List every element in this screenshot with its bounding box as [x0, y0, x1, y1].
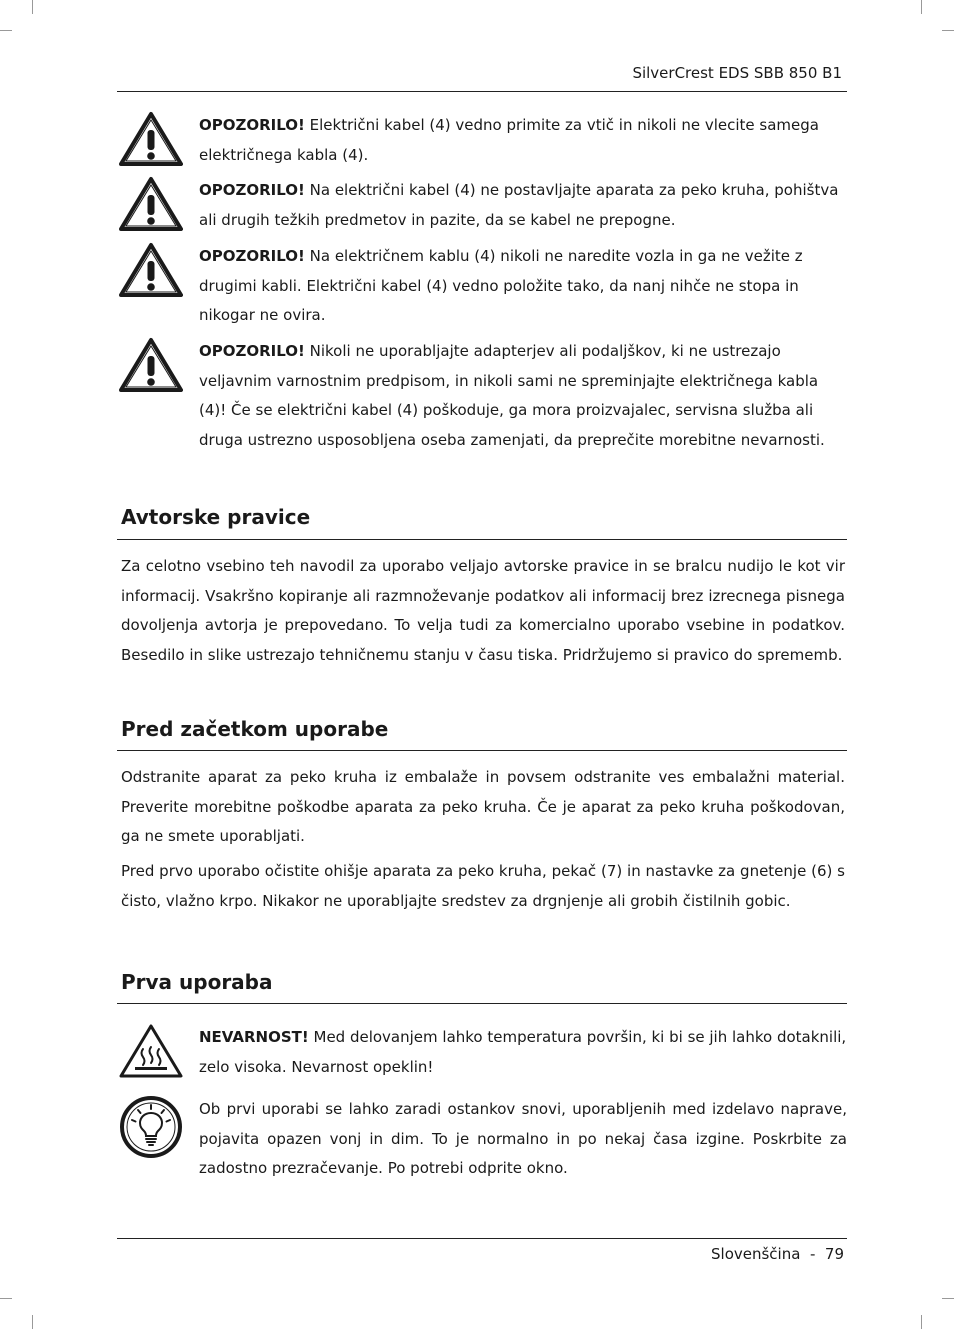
warning-text: [199, 176, 847, 235]
crop-mark: [0, 1298, 12, 1299]
crop-mark: [942, 1298, 954, 1299]
warning-text: [199, 337, 847, 455]
crop-mark: [942, 30, 954, 31]
danger-body: Med delovanjem lahko temperatura površin, ki bi se jih lahko dotaknili, zelo visoka. Nevarnost opeklin!: [199, 1028, 847, 1076]
danger-text: [199, 1023, 847, 1082]
header-rule: [117, 91, 847, 92]
warning-text: [199, 111, 847, 170]
section-title: Pred začetkom uporabe: [121, 717, 389, 741]
crop-mark: [921, 1315, 922, 1329]
crop-mark: [921, 0, 922, 14]
tip-text: Ob prvi uporabi se lahko zaradi ostankov snovi, uporabljenih med izdelavo naprave, pojavita opazen vonj in dim. To je normalno in po nekaj časa izgine. Poskrbite za zadostno prezračevanje. Po potrebi odprite okno.: [199, 1100, 847, 1177]
warning-triangle-icon: [119, 337, 183, 393]
warning-label: OPOZORILO!: [199, 247, 305, 265]
crop-mark: [0, 30, 12, 31]
warning-body: Nikoli ne uporabljajte adapterjev ali podaljškov, ki ne ustrezajo veljavnim varnostnim predpisom, in nikoli sami ne spreminjajte električnega kabla (4)! Če se električni kabel (4) poškoduje, ga mora proizvajalec, servisna služba ali druga ustrezno usposobljena oseba zamenjati, da preprečite morebitne nevarnosti.: [199, 342, 825, 449]
paragraph: Odstranite aparat za peko kruha iz embalaže in povsem odstranite ves embalažni material. Preverite morebitne poškodbe aparata za peko kruha. Če je aparat za peko kruha poškodovan, ga ne smete uporabljati.: [121, 768, 845, 845]
section-rule: [117, 750, 847, 751]
warning-body: Na električni kabel (4) ne postavljajte aparata za peko kruha, pohištva ali drugih težkih predmetov in pazite, da se kabel ne prepogne.: [199, 181, 839, 229]
hot-surface-warning-icon: [119, 1023, 183, 1079]
section-title: Prva uporaba: [121, 970, 273, 994]
warning-body: Električni kabel (4) vedno primite za vtič in nikoli ne vlecite samega električnega kabla (4).: [199, 116, 819, 164]
warning-text: [199, 242, 847, 331]
crop-mark: [32, 1315, 33, 1329]
section-title: Avtorske pravice: [121, 505, 311, 529]
paragraph: Pred prvo uporabo očistite ohišje aparata za peko kruha, pekač (7) in nastavke za gnetenje (6) s čisto, vlažno krpo. Nikakor ne uporabljajte sredstev za drgnjenje ali grobih čistilnih gobic.: [121, 862, 845, 910]
crop-mark: [32, 0, 33, 14]
warning-triangle-icon: [119, 176, 183, 232]
warning-label: OPOZORILO!: [199, 181, 305, 199]
footer-page-label: Slovenščina - 79: [711, 1245, 844, 1263]
warning-label: OPOZORILO!: [199, 342, 305, 360]
danger-label: NEVARNOST!: [199, 1028, 309, 1046]
warning-body: Na električnem kablu (4) nikoli ne naredite vozla in ga ne vežite z drugimi kabli. Električni kabel (4) vedno položite tako, da nanj nihče ne stopa in nikogar ne ovira.: [199, 247, 803, 324]
section-rule: [117, 539, 847, 540]
section-rule: [117, 1003, 847, 1004]
paragraph: Za celotno vsebino teh navodil za uporabo veljajo avtorske pravice in se bralcu nudijo le kot vir informacij. Vsakršno kopiranje ali razmnoževanje podatkov ali informacij brez izrecnega pisnega dovoljenja avtorja je prepovedano. To velja tudi za komercialno uporabo vsebine in podatkov. Besedilo in slike ustrezajo tehničnemu stanju v času tiska. Pridržujemo si pravico do sprememb.: [121, 557, 845, 664]
header-title: SilverCrest EDS SBB 850 B1: [632, 64, 842, 82]
warning-triangle-icon: [119, 242, 183, 298]
lightbulb-tip-icon: [120, 1096, 184, 1152]
warning-triangle-icon: [119, 111, 183, 167]
footer-rule: [117, 1238, 847, 1239]
warning-label: OPOZORILO!: [199, 116, 305, 134]
